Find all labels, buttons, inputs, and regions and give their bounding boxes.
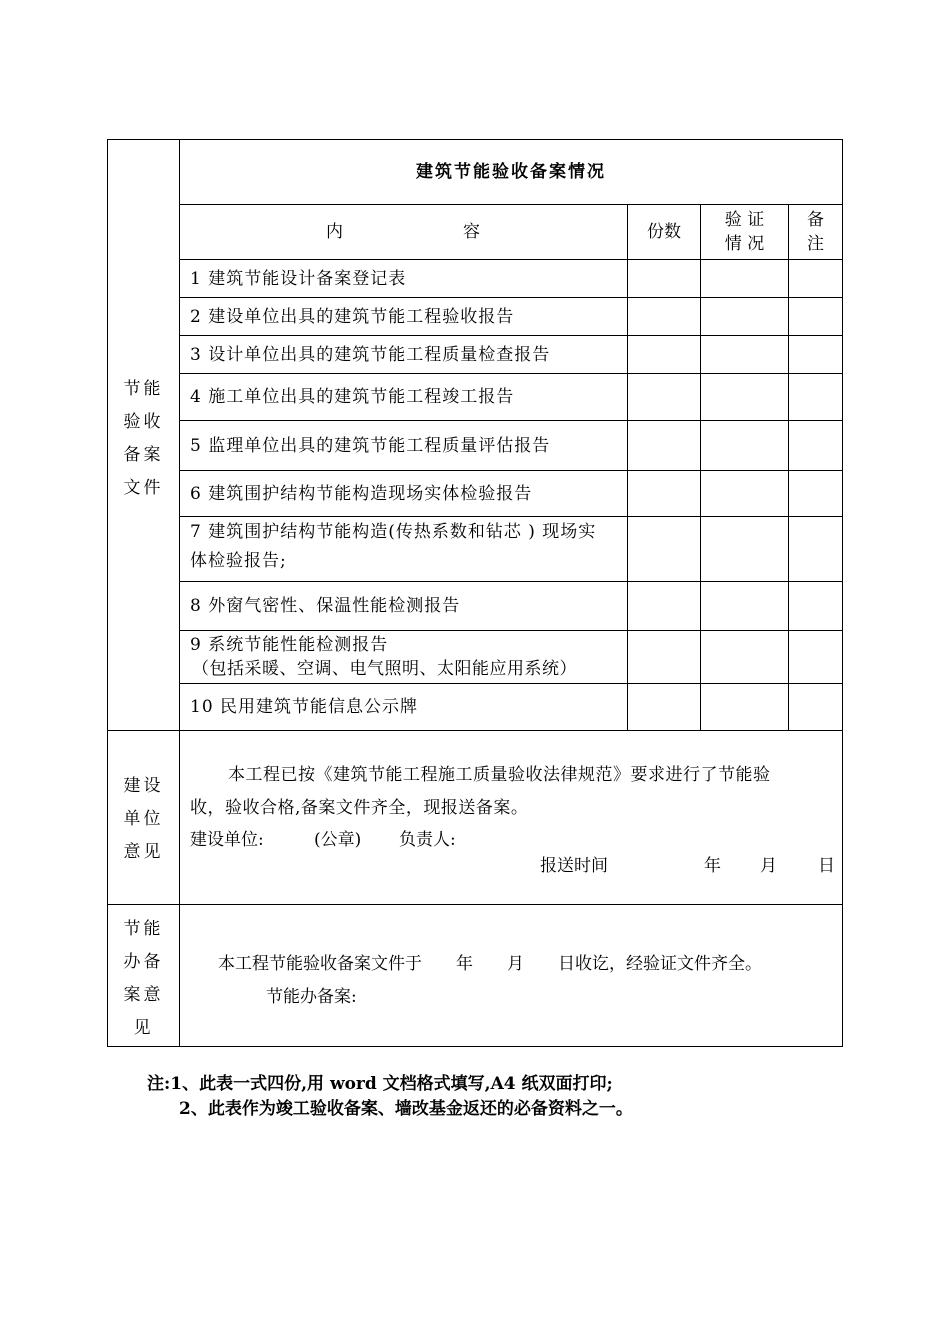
filing-form-table [107,139,843,1047]
table-row: 8 外窗气密性、保温性能检测报告 [190,596,461,616]
row7-line1: 7 建筑围护结构节能构造(传热系数和钻芯 ) 现场实 [190,522,597,542]
owner-opinion-label-3: 意见 [123,842,164,862]
office-filing-label: 节能办备案: [266,987,357,1007]
row9-line1: 9 系统节能性能检测报告 [190,635,389,655]
office-statement-line1: 本工程节能验收备案文件于 年 月 日收讫，经验证文件齐全。 [218,954,762,974]
note-line1: 注:1、此表一式四份,用 word 文档格式填写,A4 纸双面打印; [147,1074,613,1094]
header-verify-1: 验 证 [724,210,765,230]
table-row: 5 监理单位出具的建筑节能工程质量评估报告 [190,435,551,456]
header-remark-1: 备 [807,210,824,230]
owner-seal-label: (公章) [314,830,362,850]
office-opinion-label-4: 见 [133,1018,154,1038]
filing-docs-label-2: 验收 [123,412,164,432]
owner-opinion-label-2: 单位 [123,809,164,829]
office-opinion-label [108,913,179,1045]
filing-docs-label-1: 节能 [123,379,164,399]
report-day-label: 日 [818,856,835,876]
office-opinion-label-1: 节能 [123,919,164,939]
header-content-a: 内 [326,222,343,242]
filing-docs-label-4: 文件 [123,478,164,498]
table-row: 4 施工单位出具的建筑节能工程竣工报告 [190,387,515,407]
table-row: 2 建设单位出具的建筑节能工程验收报告 [190,306,515,327]
owner-opinion-label [108,770,179,870]
owner-statement-line1: 本工程已按《建筑节能工程施工质量验收法律规范》要求进行了节能验 [228,765,771,785]
office-opinion-label-2: 办备 [123,952,164,972]
row7-line2: 体检验报告; [190,551,287,571]
header-verify [701,208,788,256]
table-row: 6 建筑围护结构节能构造现场实体检验报告 [190,483,533,504]
report-month-label: 月 [760,856,777,876]
filing-docs-label-3: 备案 [123,445,164,465]
header-remark-2: 注 [807,234,824,254]
report-year-label: 年 [704,856,721,876]
owner-responsible-label: 负责人: [399,830,456,850]
header-copies: 份数 [647,222,681,242]
report-time-label: 报送时间 [540,856,608,876]
owner-statement-line2: 收，验收合格,备案文件齐全，现报送备案。 [190,798,529,818]
office-opinion-label-3: 案意 [123,985,164,1005]
owner-unit-label: 建设单位: [190,830,264,850]
table-row: 1 建筑节能设计备案登记表 [190,268,407,289]
header-verify-2: 情 况 [724,234,765,254]
table-row: 3 设计单位出具的建筑节能工程质量检查报告 [190,344,551,365]
row9-line2: （包括采暖、空调、电气照明、太阳能应用系统） [192,659,577,679]
owner-opinion-label-1: 建设 [123,776,164,796]
table-row [180,633,627,681]
table-title: 建筑节能验收备案情况 [416,162,606,182]
table-row [180,518,627,580]
table-row: 10 民用建筑节能信息公示牌 [190,697,419,717]
header-remark [789,208,842,256]
note-line2: 2、此表作为竣工验收备案、墙改基金返还的必备资料之一。 [179,1099,633,1119]
filing-docs-label [108,373,179,508]
header-content-b: 容 [463,222,480,242]
